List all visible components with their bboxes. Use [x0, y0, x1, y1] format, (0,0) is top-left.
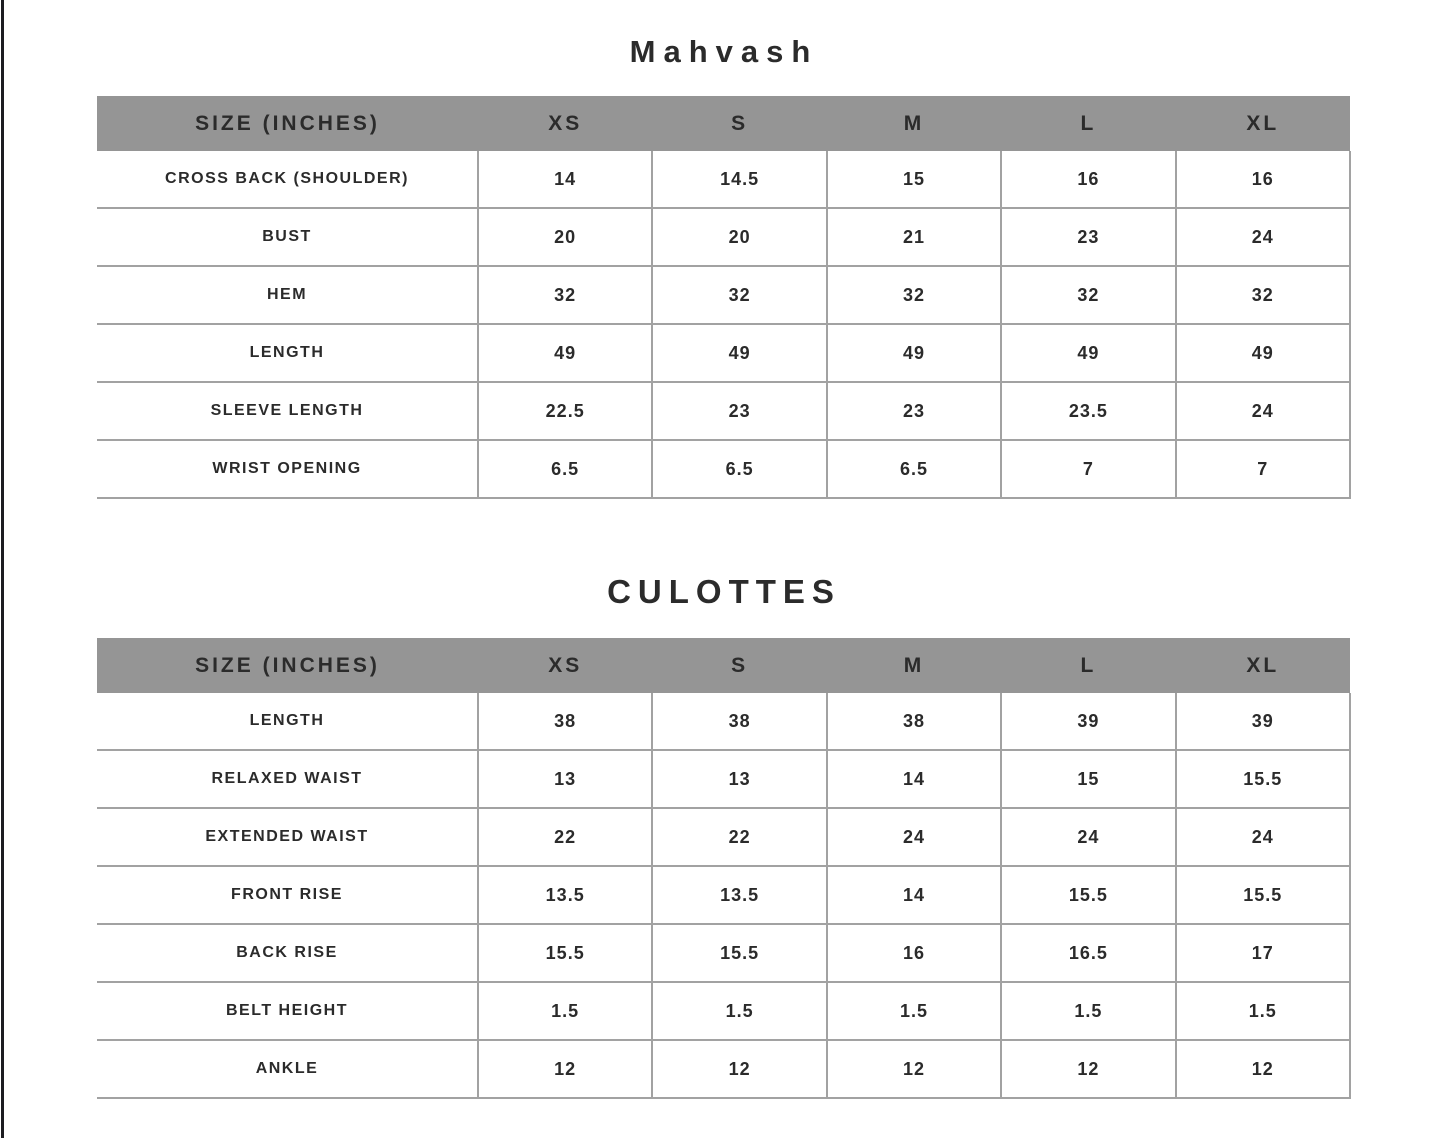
size-label-header: SIZE (INCHES): [97, 638, 478, 693]
size-value-cell: 23.5: [1001, 382, 1175, 440]
size-value-cell: 16.5: [1001, 924, 1175, 982]
size-value-cell: 22: [478, 808, 652, 866]
size-value-cell: 23: [1001, 208, 1175, 266]
table-row: [97, 440, 1350, 498]
size-value-cell: 13: [652, 750, 826, 808]
table-row: [97, 208, 1350, 266]
size-col-header: S: [652, 638, 826, 693]
table-row: [97, 382, 1350, 440]
size-value-cell: 16: [1001, 151, 1175, 208]
row-label: WRIST OPENING: [97, 440, 478, 498]
size-value-cell: 23: [652, 382, 826, 440]
row-label: FRONT RISE: [97, 866, 478, 924]
size-value-cell: 17: [1176, 924, 1350, 982]
size-value-cell: 15.5: [1176, 750, 1350, 808]
table-title-mahvash: Mahvash: [629, 34, 819, 69]
size-value-cell: 39: [1001, 693, 1175, 750]
size-value-cell: 1.5: [1001, 982, 1175, 1040]
size-value-cell: 38: [478, 693, 652, 750]
culottes-section: [0, 499, 1445, 1099]
size-value-cell: 14.5: [652, 151, 826, 208]
table-row: [97, 866, 1350, 924]
size-value-cell: 12: [1001, 1040, 1175, 1098]
culottes-size-table: [97, 638, 1351, 1099]
row-label: SLEEVE LENGTH: [97, 382, 478, 440]
size-value-cell: 24: [1176, 208, 1350, 266]
row-label: BUST: [97, 208, 478, 266]
size-value-cell: 15.5: [478, 924, 652, 982]
size-value-cell: 49: [1001, 324, 1175, 382]
size-value-cell: 15: [1001, 750, 1175, 808]
size-value-cell: 22: [652, 808, 826, 866]
size-value-cell: 12: [827, 1040, 1001, 1098]
size-value-cell: 6.5: [827, 440, 1001, 498]
size-value-cell: 39: [1176, 693, 1350, 750]
size-value-cell: 6.5: [478, 440, 652, 498]
size-value-cell: 1.5: [1176, 982, 1350, 1040]
size-value-cell: 49: [1176, 324, 1350, 382]
table-row: [97, 1040, 1350, 1098]
size-value-cell: 13.5: [652, 866, 826, 924]
row-label: EXTENDED WAIST: [97, 808, 478, 866]
size-value-cell: 38: [827, 693, 1001, 750]
size-value-cell: 22.5: [478, 382, 652, 440]
size-col-header: XS: [478, 96, 652, 151]
size-value-cell: 15.5: [652, 924, 826, 982]
size-col-header: L: [1001, 96, 1175, 151]
row-label: BELT HEIGHT: [97, 982, 478, 1040]
size-value-cell: 7: [1176, 440, 1350, 498]
size-value-cell: 23: [827, 382, 1001, 440]
table-title-culottes: CULOTTES: [607, 573, 841, 610]
size-value-cell: 15.5: [1001, 866, 1175, 924]
header-row: [97, 638, 1350, 693]
size-value-cell: 24: [827, 808, 1001, 866]
size-value-cell: 32: [1176, 266, 1350, 324]
size-value-cell: 12: [1176, 1040, 1350, 1098]
size-value-cell: 1.5: [652, 982, 826, 1040]
size-value-cell: 6.5: [652, 440, 826, 498]
size-value-cell: 7: [1001, 440, 1175, 498]
row-label: BACK RISE: [97, 924, 478, 982]
size-col-header: S: [652, 96, 826, 151]
header-row: [97, 96, 1350, 151]
size-value-cell: 16: [1176, 151, 1350, 208]
size-value-cell: 38: [652, 693, 826, 750]
size-value-cell: 49: [478, 324, 652, 382]
size-col-header: XL: [1176, 638, 1350, 693]
row-label: ANKLE: [97, 1040, 478, 1098]
size-col-header: XL: [1176, 96, 1350, 151]
size-value-cell: 16: [827, 924, 1001, 982]
size-col-header: M: [827, 638, 1001, 693]
size-value-cell: 14: [478, 151, 652, 208]
size-value-cell: 13: [478, 750, 652, 808]
size-col-header: L: [1001, 638, 1175, 693]
size-value-cell: 32: [478, 266, 652, 324]
size-value-cell: 15.5: [1176, 866, 1350, 924]
row-label: CROSS BACK (SHOULDER): [97, 151, 478, 208]
table-row: [97, 266, 1350, 324]
size-value-cell: 20: [478, 208, 652, 266]
table-row: [97, 693, 1350, 750]
size-value-cell: 12: [652, 1040, 826, 1098]
mahvash-size-table: [97, 96, 1351, 499]
row-label: LENGTH: [97, 693, 478, 750]
table-row: [97, 324, 1350, 382]
size-value-cell: 14: [827, 750, 1001, 808]
table-row: [97, 924, 1350, 982]
size-value-cell: 14: [827, 866, 1001, 924]
row-label: LENGTH: [97, 324, 478, 382]
size-value-cell: 24: [1176, 382, 1350, 440]
size-value-cell: 20: [652, 208, 826, 266]
size-col-header: M: [827, 96, 1001, 151]
size-label-header: SIZE (INCHES): [97, 96, 478, 151]
size-value-cell: 1.5: [827, 982, 1001, 1040]
size-col-header: XS: [478, 638, 652, 693]
table-row: [97, 808, 1350, 866]
row-label: RELAXED WAIST: [97, 750, 478, 808]
row-label: HEM: [97, 266, 478, 324]
table-row: [97, 750, 1350, 808]
size-value-cell: 13.5: [478, 866, 652, 924]
size-value-cell: 12: [478, 1040, 652, 1098]
size-value-cell: 49: [652, 324, 826, 382]
size-value-cell: 1.5: [478, 982, 652, 1040]
mahvash-section: [0, 0, 1445, 499]
page-left-edge-bar: [1, 0, 4, 1138]
size-value-cell: 15: [827, 151, 1001, 208]
size-value-cell: 32: [827, 266, 1001, 324]
size-value-cell: 32: [1001, 266, 1175, 324]
size-value-cell: 49: [827, 324, 1001, 382]
size-value-cell: 32: [652, 266, 826, 324]
size-value-cell: 24: [1001, 808, 1175, 866]
table-row: [97, 982, 1350, 1040]
size-value-cell: 24: [1176, 808, 1350, 866]
size-value-cell: 21: [827, 208, 1001, 266]
table-row: [97, 151, 1350, 208]
